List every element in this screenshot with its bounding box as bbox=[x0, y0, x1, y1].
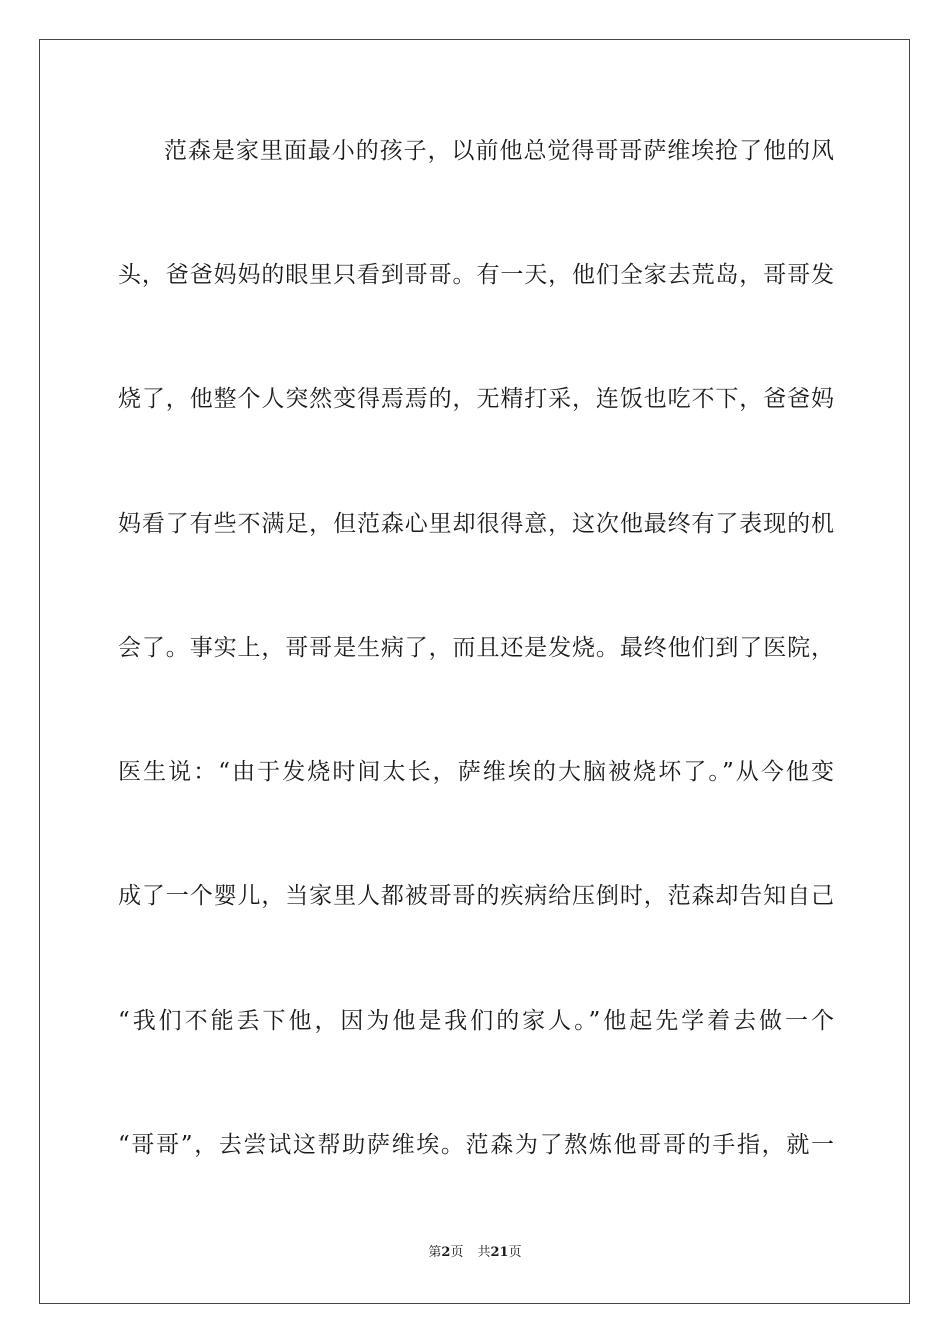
paragraph-line-5: 会了。事实上，哥哥是生病了，而且还是发烧。最终他们到了医院， bbox=[118, 635, 834, 661]
paragraph-line-9: “哥哥”，去尝试这帮助萨维埃。范森为了熬炼他哥哥的手指，就一 bbox=[118, 1132, 834, 1158]
total-label-suffix: 页 bbox=[508, 1245, 522, 1260]
paragraph-line-1: 范森是家里面最小的孩子，以前他总觉得哥哥萨维埃抢了他的风 bbox=[164, 138, 834, 164]
paragraph-line-4: 妈看了有些不满足，但范森心里却很得意，这次他最终有了表现的机 bbox=[118, 511, 834, 537]
total-page-count: 21 bbox=[490, 1245, 509, 1260]
page-footer bbox=[0, 1244, 950, 1262]
total-label-prefix: 共 bbox=[477, 1245, 491, 1260]
page-border bbox=[39, 39, 910, 1304]
page-label-prefix: 第 bbox=[428, 1245, 442, 1260]
paragraph-line-7: 成了一个婴儿，当家里人都被哥哥的疾病给压倒时，范森却告知自己 bbox=[118, 883, 834, 909]
paragraph-line-8: “我们不能丢下他，因为他是我们的家人。”他起先学着去做一个 bbox=[118, 1008, 834, 1034]
page-label-suffix: 页 bbox=[450, 1245, 464, 1260]
paragraph-line-2: 头，爸爸妈妈的眼里只看到哥哥。有一天，他们全家去荒岛，哥哥发 bbox=[118, 262, 834, 288]
paragraph-line-6: 医生说：“由于发烧时间太长，萨维埃的大脑被烧坏了。”从今他变 bbox=[118, 759, 834, 785]
paragraph-line-3: 烧了，他整个人突然变得焉焉的，无精打采，连饭也吃不下，爸爸妈 bbox=[118, 386, 834, 412]
current-page-number: 2 bbox=[441, 1245, 451, 1260]
